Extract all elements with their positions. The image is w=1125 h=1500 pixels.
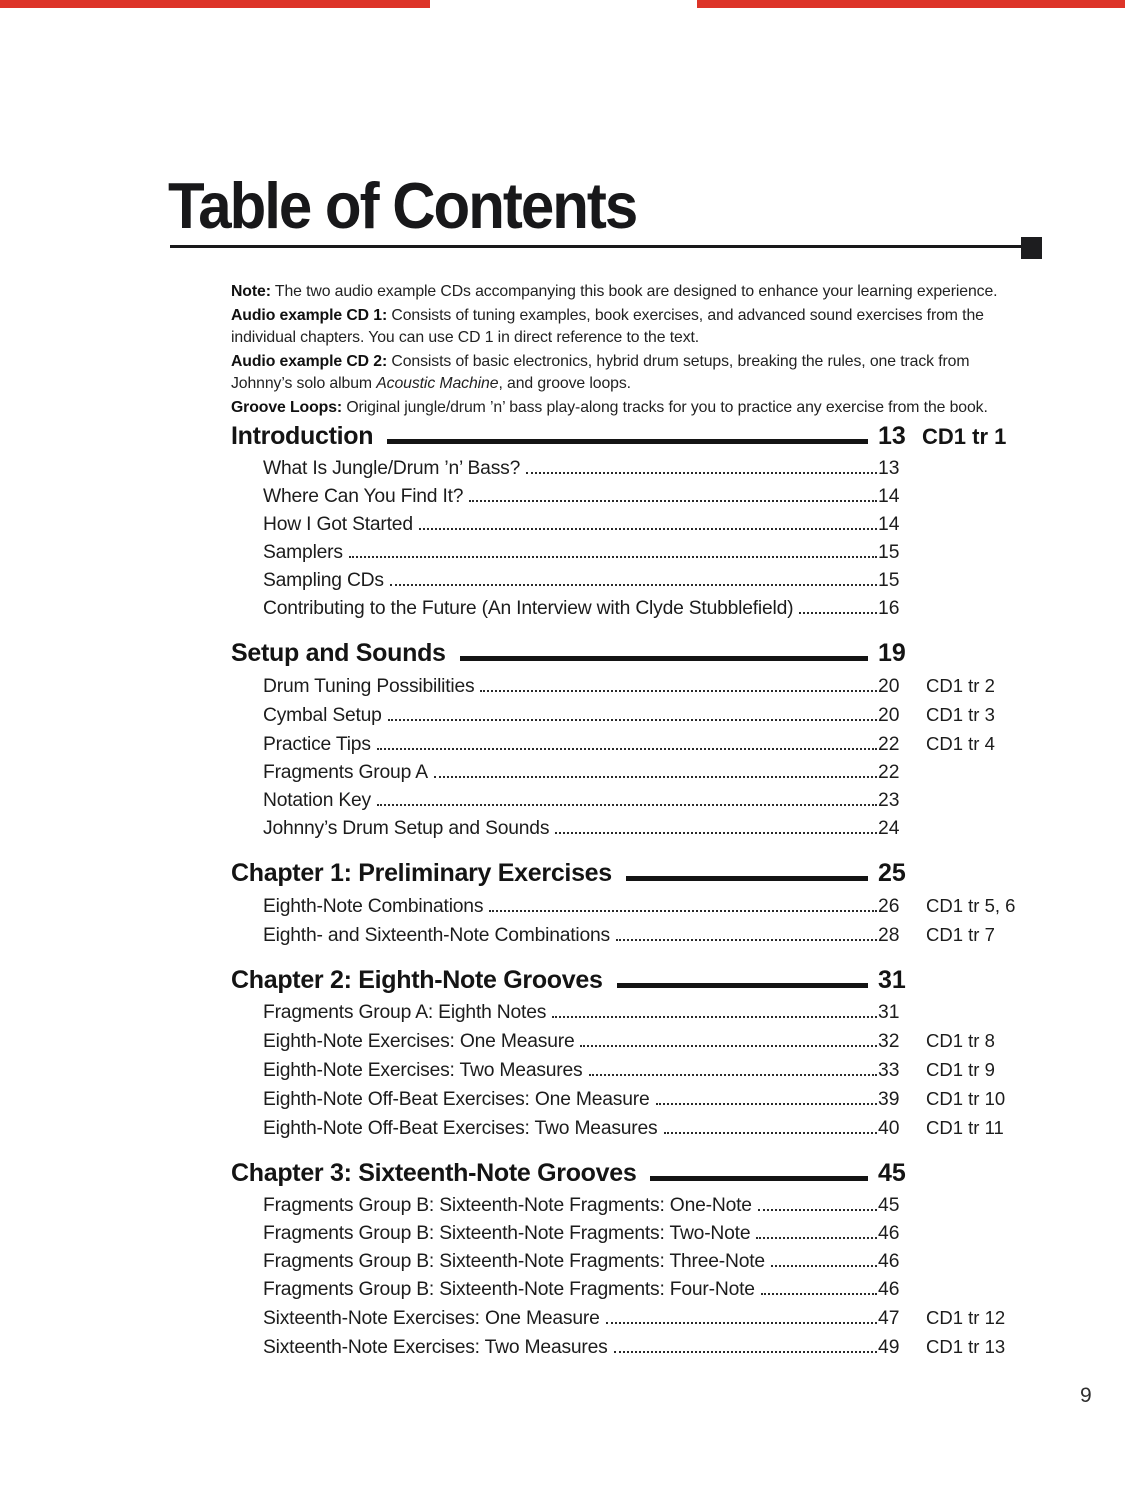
- section-page-number: 13: [878, 422, 906, 450]
- preface-cd1: [231, 305, 1029, 350]
- entry-label: How I Got Started: [263, 514, 413, 535]
- section-page-number: 45: [878, 1159, 906, 1187]
- toc-entry: [231, 921, 1010, 950]
- title-end-square: [1021, 237, 1042, 259]
- entry-label: Fragments Group A: Eighth Notes: [263, 1002, 547, 1023]
- entry-label: Fragments Group A: [263, 762, 428, 783]
- entry-dotted-leader: [589, 1074, 878, 1076]
- entry-page-number: 22: [878, 734, 900, 755]
- entry-page-number: 24: [878, 818, 900, 839]
- entry-cd-track: CD1 tr 12: [926, 1307, 1006, 1328]
- entry-dotted-leader: [377, 804, 877, 806]
- section-page-number: 31: [878, 966, 906, 994]
- toc-entry: [231, 595, 1010, 623]
- entry-page-number: 14: [878, 514, 900, 535]
- preface-groove-text: Original jungle/drum ’n’ bass play-along tracks for you to practice any exercise from the book.: [346, 398, 988, 416]
- entry-dotted-leader: [390, 584, 877, 586]
- entry-page-number: 46: [878, 1223, 900, 1244]
- section-page-number: 19: [878, 639, 906, 667]
- toc-entry: [231, 1248, 1010, 1276]
- title-underline: [170, 245, 1022, 248]
- preface-note: [231, 281, 1029, 303]
- entry-dotted-leader: [756, 1237, 877, 1239]
- toc-entry: [231, 672, 1010, 701]
- toc-entry: [231, 511, 1010, 539]
- entry-label: Eighth-Note Off-Beat Exercises: One Measure: [263, 1089, 650, 1110]
- entry-page-number: 31: [878, 1002, 900, 1023]
- entry-page-number: 45: [878, 1195, 900, 1216]
- entry-dotted-leader: [349, 556, 877, 558]
- toc-entry: [231, 730, 1010, 759]
- entry-page-number: 47: [878, 1308, 900, 1329]
- entry-cd-track: CD1 tr 10: [926, 1088, 1006, 1109]
- entry-label: Samplers: [263, 542, 343, 563]
- entry-cd-track: CD1 tr 7: [926, 924, 995, 945]
- toc-entry: [231, 567, 1010, 595]
- toc-section: [231, 964, 1010, 1143]
- entry-dotted-leader: [799, 612, 877, 614]
- toc-entry: [231, 483, 1010, 511]
- entry-label: Sixteenth-Note Exercises: One Measure: [263, 1308, 600, 1329]
- page-number: 9: [1080, 1384, 1092, 1407]
- entry-page-number: 46: [878, 1251, 900, 1272]
- toc-entry: [231, 1304, 1010, 1333]
- entry-dotted-leader: [616, 939, 877, 941]
- entry-page-number: 28: [878, 925, 900, 946]
- entry-cd-track: CD1 tr 13: [926, 1336, 1006, 1357]
- entry-page-number: 20: [878, 705, 900, 726]
- entry-dotted-leader: [377, 748, 877, 750]
- toc-entry: [231, 1276, 1010, 1304]
- entry-label: Fragments Group B: Sixteenth-Note Fragments: One-Note: [263, 1195, 752, 1216]
- entry-dotted-leader: [761, 1293, 877, 1295]
- entry-dotted-leader: [526, 472, 877, 474]
- entry-dotted-leader: [656, 1103, 878, 1105]
- preface-notes: [231, 281, 1029, 421]
- entry-dotted-leader: [480, 690, 877, 692]
- entry-dotted-leader: [434, 776, 877, 778]
- section-heading: Introduction: [231, 422, 374, 450]
- section-rule: [387, 439, 868, 444]
- entry-dotted-leader: [771, 1265, 877, 1267]
- section-rule: [460, 656, 868, 661]
- entry-dotted-leader: [580, 1045, 877, 1047]
- entry-label: Drum Tuning Possibilities: [263, 676, 475, 697]
- entry-cd-track: CD1 tr 5, 6: [926, 895, 1016, 916]
- toc-entry: [231, 815, 1010, 843]
- entry-page-number: 20: [878, 676, 900, 697]
- entry-page-number: 49: [878, 1337, 900, 1358]
- toc-sections: [231, 420, 1016, 1362]
- toc-entry: [231, 701, 1010, 730]
- entry-page-number: 40: [878, 1118, 900, 1139]
- preface-cd1-lead: Audio example CD 1:: [231, 306, 388, 324]
- toc-entry: [231, 1085, 1010, 1114]
- entry-dotted-leader: [388, 719, 877, 721]
- toc-entry: [231, 455, 1010, 483]
- section-heading-row: [231, 637, 1010, 670]
- red-scan-bar-right: [697, 0, 1125, 8]
- section-rule: [650, 1176, 868, 1181]
- entry-page-number: 16: [878, 598, 900, 619]
- section-heading: Setup and Sounds: [231, 639, 446, 667]
- section-heading-row: [231, 1157, 1010, 1190]
- entry-dotted-leader: [664, 1132, 878, 1134]
- section-page-number: 25: [878, 859, 906, 887]
- entry-label: Fragments Group B: Sixteenth-Note Fragments: Two-Note: [263, 1223, 751, 1244]
- entry-cd-track: CD1 tr 9: [926, 1059, 995, 1080]
- red-scan-bar-left: [0, 0, 430, 8]
- entry-page-number: 33: [878, 1060, 900, 1081]
- entry-page-number: 26: [878, 896, 900, 917]
- entry-label: Fragments Group B: Sixteenth-Note Fragments: Four-Note: [263, 1279, 755, 1300]
- entry-label: Eighth-Note Off-Beat Exercises: Two Measures: [263, 1118, 658, 1139]
- preface-note-text: The two audio example CDs accompanying this book are designed to enhance your learning experience.: [274, 283, 998, 300]
- section-rule: [617, 983, 868, 988]
- entry-label: Contributing to the Future (An Interview with Clyde Stubblefield): [263, 598, 794, 619]
- toc-entry: [231, 1114, 1010, 1143]
- toc-entry: [231, 787, 1010, 815]
- preface-cd1-text: Consists of tuning examples, book exercises, and advanced sound exercises from the individual chapters. You can use CD 1 in direct reference to the text.: [231, 306, 984, 347]
- toc-section: [231, 1157, 1010, 1362]
- toc-entry: [231, 1220, 1010, 1248]
- entry-page-number: 15: [878, 542, 900, 563]
- toc-entry: [231, 759, 1010, 787]
- entry-label: Johnny’s Drum Setup and Sounds: [263, 818, 550, 839]
- section-heading: Chapter 1: Preliminary Exercises: [231, 859, 612, 887]
- entry-label: Eighth-Note Exercises: One Measure: [263, 1031, 575, 1052]
- entry-dotted-leader: [606, 1322, 877, 1324]
- section-heading-row: [231, 420, 1010, 453]
- toc-entry: [231, 1027, 1010, 1056]
- entry-dotted-leader: [489, 910, 877, 912]
- entry-dotted-leader: [469, 500, 877, 502]
- entry-label: Practice Tips: [263, 734, 371, 755]
- toc-entry: [231, 999, 1010, 1027]
- entry-dotted-leader: [552, 1016, 877, 1018]
- section-heading-row: [231, 964, 1010, 997]
- entry-label: Sampling CDs: [263, 570, 384, 591]
- entry-cd-track: CD1 tr 8: [926, 1030, 995, 1051]
- preface-note-lead: Note:: [231, 283, 271, 300]
- section-rule: [626, 876, 868, 881]
- entry-page-number: 32: [878, 1031, 900, 1052]
- entry-cd-track: CD1 tr 2: [926, 675, 995, 696]
- entry-label: Eighth- and Sixteenth-Note Combinations: [263, 925, 610, 946]
- preface-cd2-lead: Audio example CD 2:: [231, 352, 388, 370]
- section-heading: Chapter 2: Eighth-Note Grooves: [231, 966, 603, 994]
- section-cd-track: CD1 tr 1: [922, 424, 1007, 449]
- page-title: Table of Contents: [168, 169, 637, 243]
- toc-section: [231, 857, 1016, 950]
- entry-label: Eighth-Note Combinations: [263, 896, 484, 917]
- preface-cd2-text-end: , and groove loops.: [498, 375, 631, 393]
- entry-dotted-leader: [419, 528, 877, 530]
- entry-cd-track: CD1 tr 3: [926, 704, 995, 725]
- entry-dotted-leader: [614, 1351, 877, 1353]
- entry-label: Where Can You Find It?: [263, 486, 464, 507]
- toc-entry: [231, 1333, 1010, 1362]
- toc-section: [231, 637, 1010, 843]
- entry-page-number: 39: [878, 1089, 900, 1110]
- entry-cd-track: CD1 tr 11: [926, 1117, 1004, 1138]
- toc-entry: [231, 892, 1016, 921]
- entry-cd-track: CD1 tr 4: [926, 733, 995, 754]
- entry-page-number: 23: [878, 790, 900, 811]
- entry-label: What Is Jungle/Drum ’n’ Bass?: [263, 458, 521, 479]
- entry-label: Notation Key: [263, 790, 371, 811]
- toc-section: [231, 420, 1010, 623]
- toc-entry: [231, 1192, 1010, 1220]
- entry-label: Fragments Group B: Sixteenth-Note Fragments: Three-Note: [263, 1251, 765, 1272]
- preface-cd2-text: Consists of basic electronics, hybrid drum setups, breaking the rules, one track from Johnny’s solo album: [231, 352, 970, 393]
- entry-dotted-leader: [555, 832, 877, 834]
- section-heading: Chapter 3: Sixteenth-Note Grooves: [231, 1159, 637, 1187]
- entry-page-number: 15: [878, 570, 900, 591]
- section-heading-row: [231, 857, 1010, 890]
- entry-label: Eighth-Note Exercises: Two Measures: [263, 1060, 583, 1081]
- preface-cd2: [231, 351, 1029, 396]
- preface-groove-lead: Groove Loops:: [231, 398, 343, 416]
- preface-groove-loops: [231, 397, 1029, 419]
- entry-page-number: 13: [878, 458, 900, 479]
- album-title: Acoustic Machine: [376, 375, 499, 393]
- entry-label: Cymbal Setup: [263, 705, 382, 726]
- entry-page-number: 14: [878, 486, 900, 507]
- entry-dotted-leader: [758, 1209, 877, 1211]
- entry-page-number: 22: [878, 762, 900, 783]
- toc-entry: [231, 539, 1010, 567]
- toc-entry: [231, 1056, 1010, 1085]
- entry-label: Sixteenth-Note Exercises: Two Measures: [263, 1337, 608, 1358]
- entry-page-number: 46: [878, 1279, 900, 1300]
